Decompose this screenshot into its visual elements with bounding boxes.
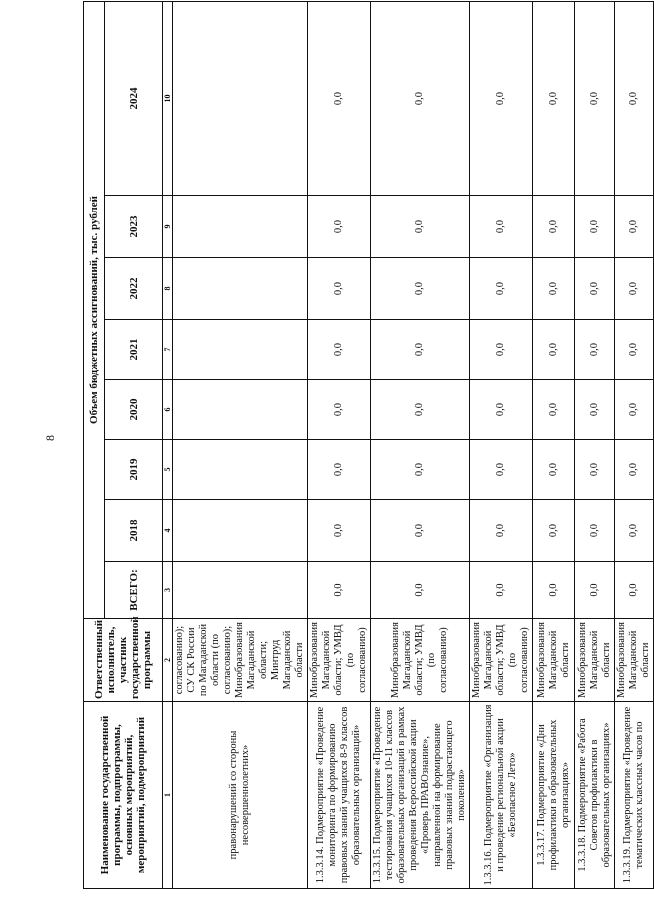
row-value-2019: 0,0: [575, 440, 615, 500]
row-value-2024: 0,0: [470, 1, 533, 195]
row-value-2024: 0,0: [308, 1, 371, 195]
row-value-2019: 0,0: [470, 440, 533, 500]
row-value-2018: 0,0: [470, 500, 533, 562]
header-year-2020: 2020: [105, 380, 163, 440]
column-number: 2: [163, 619, 173, 702]
row-value-2018: 0,0: [371, 500, 470, 562]
row-total: 0,0: [615, 562, 654, 619]
header-year-2022: 2022: [105, 258, 163, 320]
row-value-2020: [173, 380, 308, 440]
row-value-2018: 0,0: [533, 500, 575, 562]
row-value-2021: [173, 320, 308, 380]
header-total: ВСЕГО:: [105, 562, 163, 619]
row-value-2023: 0,0: [470, 196, 533, 258]
row-value-2020: 0,0: [470, 380, 533, 440]
header-volume: Объем бюджетных ассигнований, тыс. рублей: [84, 1, 105, 618]
row-total: [173, 562, 308, 619]
row-value-2021: 0,0: [615, 320, 654, 380]
budget-table-rotated: [83, 42, 651, 889]
row-name: 1.3.3.15. Подмероприятие «Проведение тестирования учащихся 10-11 классов образовательных организаций в рамках проведения Всероссийской акции «Проверь ПРАВОзнание», направленной на формирование правовых знаний подрастающего поколения»: [371, 702, 470, 889]
row-value-2020: 0,0: [371, 380, 470, 440]
column-number: 9: [163, 196, 173, 258]
row-value-2019: 0,0: [533, 440, 575, 500]
row-value-2021: 0,0: [371, 320, 470, 380]
row-value-2022: 0,0: [371, 258, 470, 320]
row-value-2019: 0,0: [308, 440, 371, 500]
row-value-2024: 0,0: [533, 1, 575, 195]
row-value-2018: [173, 500, 308, 562]
row-value-2024: [173, 1, 308, 195]
row-name: 1.3.3.16. Подмероприятие «Организация и проведение региональной акции «Безопасное Лето»: [470, 702, 533, 889]
row-value-2020: 0,0: [533, 380, 575, 440]
column-number: 1: [163, 702, 173, 889]
row-value-2018: 0,0: [308, 500, 371, 562]
header-year-2023: 2023: [105, 196, 163, 258]
row-value-2023: [173, 196, 308, 258]
row-value-2019: [173, 440, 308, 500]
column-number: 7: [163, 320, 173, 380]
row-responsible: Минобразования Магаданской области: [615, 619, 654, 702]
row-responsible: Минобразования Магаданской области; УМВД (по согласованию): [470, 619, 533, 702]
row-value-2024: 0,0: [615, 1, 654, 195]
row-value-2023: 0,0: [371, 196, 470, 258]
row-total: 0,0: [575, 562, 615, 619]
row-value-2020: 0,0: [615, 380, 654, 440]
row-value-2022: [173, 258, 308, 320]
table-row: [533, 1, 575, 888]
column-number: 6: [163, 380, 173, 440]
header-year-2018: 2018: [105, 500, 163, 562]
row-total: 0,0: [371, 562, 470, 619]
row-responsible: Минобразования Магаданской области: [533, 619, 575, 702]
page-number: 8: [43, 435, 57, 441]
header-name: Наименование государственной программы, подпрограммы, основных мероприятий, мероприятий, подмероприятий: [84, 702, 163, 889]
header-year-2019: 2019: [105, 440, 163, 500]
row-responsible: согласованию); СУ СК России по Магаданской области (по согласованию); Минобразования Магаданской области; Минтруд Магаданской области: [173, 619, 308, 702]
row-value-2023: 0,0: [575, 196, 615, 258]
row-total: 0,0: [308, 562, 371, 619]
row-value-2021: 0,0: [470, 320, 533, 380]
table-row: [615, 1, 654, 888]
column-number: 5: [163, 440, 173, 500]
row-total: 0,0: [470, 562, 533, 619]
row-value-2019: 0,0: [371, 440, 470, 500]
table-row: [308, 1, 371, 888]
row-name: 1.3.3.18. Подмероприятие «Работа Советов профилактики в образовательных организациях»: [575, 702, 615, 889]
row-value-2021: 0,0: [308, 320, 371, 380]
column-number: 8: [163, 258, 173, 320]
row-value-2023: 0,0: [615, 196, 654, 258]
row-value-2020: 0,0: [308, 380, 371, 440]
budget-table: [83, 1, 654, 889]
row-value-2022: 0,0: [470, 258, 533, 320]
row-responsible: Минобразования Магаданской области; УМВД (по согласованию): [371, 619, 470, 702]
row-name: 1.3.3.19. Подмероприятие «Проведение тематических классных часов по: [615, 702, 654, 889]
row-name: 1.3.3.17. Подмероприятие «Дни профилактики в образовательных организациях»: [533, 702, 575, 889]
row-value-2022: 0,0: [308, 258, 371, 320]
row-name: 1.3.3.14. Подмероприятие «Проведение мониторинга по формированию правовых знаний учащихся 8-9 классов образовательных организаций»: [308, 702, 371, 889]
row-name: правонарушений со стороны несовершеннолетних»: [173, 702, 308, 889]
table-row: [173, 1, 308, 888]
row-value-2022: 0,0: [533, 258, 575, 320]
row-responsible: Минобразования Магаданской области: [575, 619, 615, 702]
table-row: [371, 1, 470, 888]
row-value-2018: 0,0: [575, 500, 615, 562]
column-number: 3: [163, 562, 173, 619]
column-number: 10: [163, 1, 173, 195]
header-responsible: Ответственный исполнитель, участник государственной программы: [84, 619, 163, 702]
table-row: [575, 1, 615, 888]
row-total: 0,0: [533, 562, 575, 619]
row-value-2023: 0,0: [308, 196, 371, 258]
row-responsible: Минобразования Магаданской области; УМВД (по согласованию): [308, 619, 371, 702]
row-value-2023: 0,0: [533, 196, 575, 258]
row-value-2021: 0,0: [575, 320, 615, 380]
row-value-2018: 0,0: [615, 500, 654, 562]
column-number: 4: [163, 500, 173, 562]
row-value-2024: 0,0: [575, 1, 615, 195]
row-value-2024: 0,0: [371, 1, 470, 195]
row-value-2021: 0,0: [533, 320, 575, 380]
row-value-2022: 0,0: [575, 258, 615, 320]
header-year-2024: 2024: [105, 1, 163, 195]
row-value-2020: 0,0: [575, 380, 615, 440]
table-row: [470, 1, 533, 888]
header-year-2021: 2021: [105, 320, 163, 380]
row-value-2019: 0,0: [615, 440, 654, 500]
row-value-2022: 0,0: [615, 258, 654, 320]
